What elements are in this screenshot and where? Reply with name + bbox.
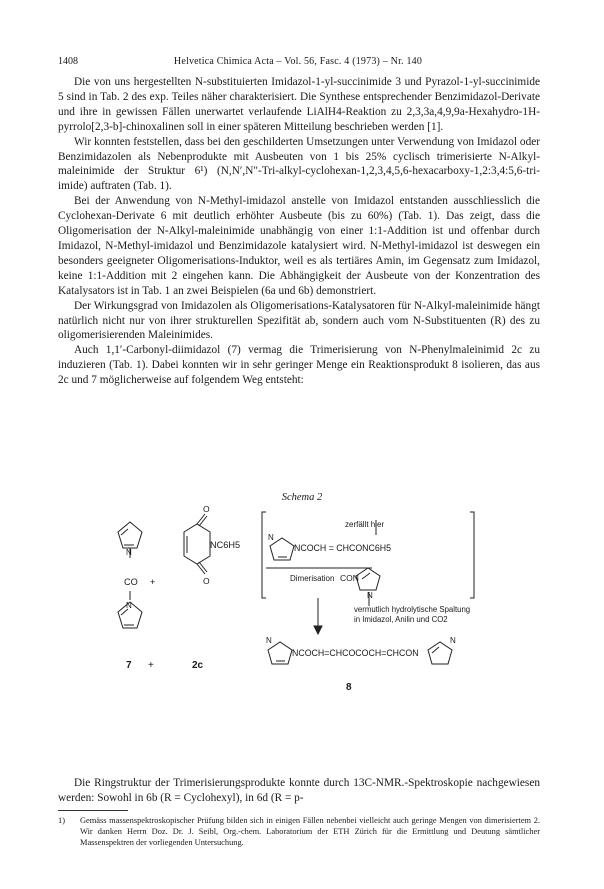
product-imidazole-right: [428, 642, 452, 664]
intermediate-n-right: N: [367, 591, 373, 600]
footnote-mark: 1): [58, 816, 65, 825]
compound-7-label: 7: [126, 660, 132, 671]
footnote-text: Gemäss massenspektroskopischer Prüfung bilden sich in einigen Fällen nebenbei vielleicht auch geringe Mengen von dimerisiertem 2. Wir danken Herrn Doz. Dr. J. Seibl, Org.-chem. Laboratorium der ETH Zürich für die Ermittlung und Deutung sämtlicher Massenspektren der vorliegenden Untersuchung.: [80, 816, 540, 848]
paragraph-4: Der Wirkungsgrad von Imidazolen als Oligomerisations-Katalysatoren für N-Alkyl-maleinimide hängt natürlich nicht nur von ihrer strukturellen Spezifität ab, sondern auch vom N-Substituenten (R) des zu oligomerisierenden Maleinimides.: [58, 299, 540, 342]
phenylimide-label: NC6H5: [210, 540, 241, 550]
footnote: [58, 815, 540, 849]
bottom-text: [58, 776, 540, 806]
scheme-title: Schema 2: [281, 492, 323, 503]
compound-8-label: 8: [346, 682, 352, 693]
maleimide-ring: [184, 514, 210, 574]
hydrolysis-note-1: vermutlich hydrolytische Spaltung: [354, 605, 471, 614]
intermediate-formula: NCOCH = CHCONC6H5: [294, 543, 392, 553]
product-formula: NCOCH=CHCOCOCH=CHCON: [292, 648, 419, 658]
cleavage-note: zerfällt hier: [345, 520, 385, 529]
intermediate-imidazole-right: [356, 568, 380, 590]
carbonyl-label: CO: [124, 577, 138, 587]
plus-sign: +: [150, 577, 156, 587]
oxo-label-bottom: O: [203, 576, 210, 586]
paragraph-5: Auch 1,1′-Carbonyl-diimidazol (7) vermag die Trimerisierung von N-Phenylmaleinimid 2c zu induzieren (Tab. 1). Dabei konnten wir in sehr geringer Menge ein Reaktionsprodukt 8 isolieren, das aus 2c und 7 möglicherweise auf folgendem Weg entsteht:: [58, 344, 540, 387]
imidazole-ring-top: [118, 522, 142, 600]
paragraph-3: Bei der Anwendung von N-Methyl-imidazol anstelle von Imidazol entstanden ausschliesslich die Cyclohexan-Derivate 6 mit deutlich erhöhter Ausbeute (bis zu 60%) (Tab. 1). Das zeigt, dass die Oligomerisation der N-Alkyl-maleinimide unabhängig von einer 1:1-Addition ist und offenbar durch Imidazol, N-Methyl-imidazol und Benzimidazole katalysiert wird. N-Methyl-imidazol ist deswegen ein besonders geeigneter Oligomerisations-Induktor, weil es als tertiäres Amin, im Gegensatz zum Imidazol, keine 1:1-Addition mit 2 eingehen kann. Die Abhängigkeit der Ausbeute von der Konzentration des Katalysators ist in Tab. 1 an zwei Beispielen (6a und 6b) demonstriert.: [58, 195, 540, 297]
paragraph-6: Die Ringstruktur der Trimerisierungsprodukte konnte durch 13C-NMR.-Spektroskopie nachgewiesen werden: Sowohl in 6b (R = Cyclohexyl), in 6d (R = p-: [58, 777, 540, 804]
oxo-label-top: O: [203, 504, 210, 514]
ring-n-label-top: N: [126, 548, 132, 557]
con-label: CON: [340, 573, 359, 583]
compound-2c-label: 2c: [192, 660, 204, 671]
ring-n-label-bottom: N: [126, 601, 132, 610]
product-n-label-right: N: [450, 636, 456, 645]
paragraph-2: Wir konnten feststellen, dass bei den geschilderten Umsetzungen unter Verwendung von Imidazol oder Benzimidazolen als Nebenprodukte mit Ausbeuten von 1 bis 25% cyclisch trimerisierte N-Alkyl-maleinimide der Struktur 6¹) (N,N′,N″-Tri-alkyl-cyclohexan-1,2,3,4,5,6-hexacarboxy-1,2:3,4:5,6-tri-imide) auftraten (Tab. 1).: [58, 135, 540, 193]
plus-sign-2: +: [148, 660, 154, 671]
intermediate-n-label: N: [268, 533, 274, 542]
reaction-arrowhead: [314, 626, 322, 634]
page-number: 1408: [58, 56, 78, 67]
footnote-rule: [58, 810, 128, 811]
paragraph-1: Die von uns hergestellten N-substituierten Imidazol-1-yl-succinimide 3 und Pyrazol-1-yl-succinimide 5 sind in Tab. 2 des exp. Teiles näher charakterisiert. Die Synthese entsprechender Benzimidazol-Derivate und ihre in gewissen Fällen unerwartet verlaufende LiAlH4-Reaktion zu 2,3,3a,4,9,9a-Hexahydro-1H-pyrrolo[2,3-b]-chinoxalinen soll in einer späteren Mitteilung beschrieben werden [1].: [58, 76, 540, 133]
dimerisation-label: Dimerisation: [290, 574, 335, 583]
hydrolysis-note-2: in Imidazol, Anilin und CO2: [354, 615, 448, 624]
running-title: Helvetica Chimica Acta – Vol. 56, Fasc. 4 (1973) – Nr. 140: [173, 56, 423, 67]
product-n-label-left: N: [266, 636, 272, 645]
product-imidazole-left: [268, 642, 292, 664]
